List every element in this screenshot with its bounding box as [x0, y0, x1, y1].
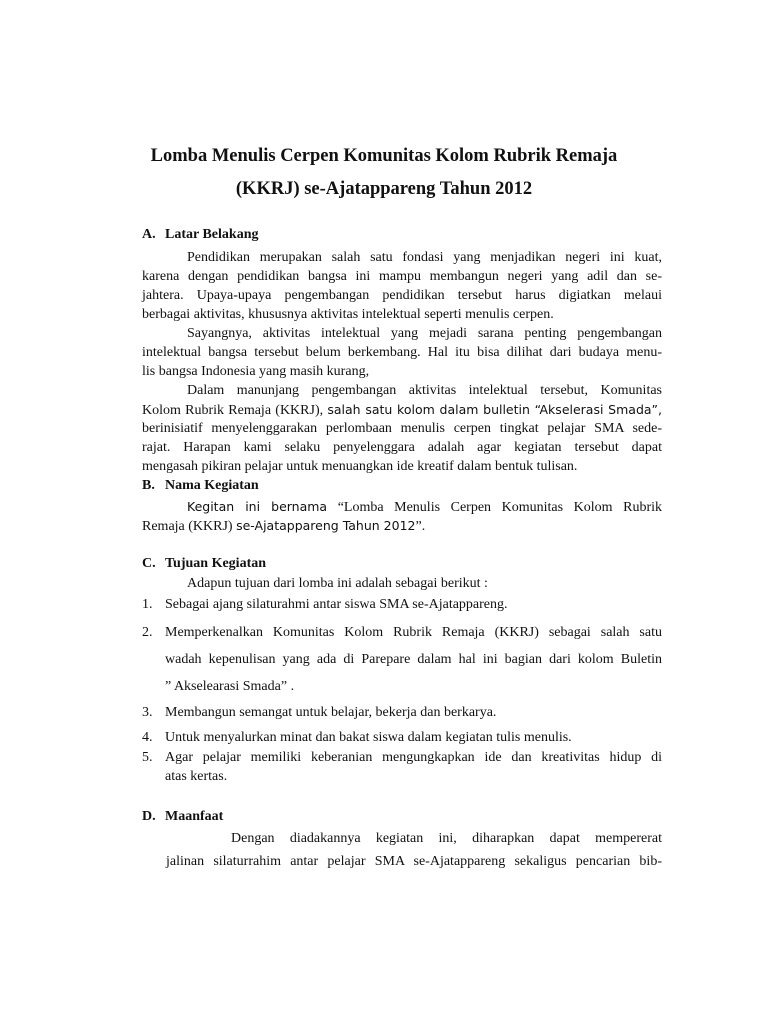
- list-text: Sebagai ajang silaturahmi antar siswa SMA se-Ajatappareng.: [165, 597, 508, 612]
- text-line: berbagai aktivitas, khususnya aktivitas intelektual seperti menulis cerpen.: [142, 307, 554, 322]
- section-a-letter: A.: [142, 227, 156, 242]
- text-line: jahtera. Upaya-upaya pengembangan pendidikan tersebut harus digiatkan melaui: [142, 288, 662, 303]
- list-text: atas kertas.: [165, 769, 228, 784]
- section-a-heading: [142, 226, 258, 243]
- section-d-body: [166, 829, 662, 871]
- section-b-heading: [142, 477, 259, 494]
- list-number: 2.: [142, 625, 153, 640]
- section-c-intro: [142, 574, 662, 593]
- list-text: ” Akselearasi Smada” .: [165, 679, 295, 694]
- list-item: [142, 703, 662, 722]
- section-c-heading: [142, 555, 266, 572]
- section-b-letter: B.: [142, 478, 155, 493]
- text-segment-typewriter: Kegitan ini bernama: [187, 499, 328, 514]
- list-number: 3.: [142, 705, 153, 720]
- list-text: Agar pelajar memiliki keberanian mengungkapkan ide dan kreativitas hidup di: [165, 750, 662, 765]
- text-segment-typewriter: salah satu kolom dalam bulletin “Akselerasi Smada”,: [327, 402, 662, 417]
- section-a-body: [142, 248, 662, 476]
- text-segment: Remaja (KKRJ): [142, 519, 237, 534]
- text-line: mengasah pikiran pelajar untuk menuangkan ide kreatif dalam bentuk tulisan.: [142, 459, 578, 474]
- text-line: rajat. Harapan kami selaku penyelenggara adalah agar kegiatan tersebut dapat: [142, 440, 662, 455]
- text-line: berinisiatif menyelenggarakan perlombaan menulis cerpen tingkat pelajar SMA sede-: [142, 421, 662, 436]
- list-text: Memperkenalkan Komunitas Kolom Rubrik Remaja (KKRJ) sebagai salah satu: [165, 625, 662, 640]
- text-line: lis bangsa Indonesia yang masih kurang,: [142, 364, 370, 379]
- document-title-line-1: Lomba Menulis Cerpen Komunitas Kolom Rubrik Remaja: [150, 146, 618, 166]
- list-item: [142, 748, 662, 786]
- text-line: Pendidikan merupakan salah satu fondasi yang menjadikan negeri ini kuat,: [187, 250, 662, 265]
- section-d-letter: D.: [142, 809, 156, 824]
- text-line-mixed: [142, 400, 662, 419]
- list-number: 5.: [142, 750, 153, 765]
- section-d-title: Maanfaat: [165, 809, 224, 824]
- section-b-title: Nama Kegiatan: [165, 478, 259, 493]
- text-segment: “Lomba Menulis Cerpen Komunitas Kolom Rubrik: [327, 500, 662, 515]
- text-segment: Kolom Rubrik Remaja (KKRJ),: [142, 403, 328, 418]
- section-c-letter: C.: [142, 556, 156, 571]
- text-line: Dengan diadakannya kegiatan ini, diharapkan dapat mempererat: [231, 831, 662, 846]
- text-line: jalinan silaturrahim antar pelajar SMA se-Ajatappareng sekaligus pencarian bib-: [166, 854, 662, 869]
- section-b-body: [142, 497, 662, 535]
- section-d-heading: [142, 808, 223, 825]
- text-line-mixed: [142, 497, 662, 516]
- document-title-line-2: (KKRJ) se-Ajatappareng Tahun 2012: [235, 179, 533, 199]
- section-a-title: Latar Belakang: [165, 227, 259, 242]
- text-line: Dalam manunjang pengembangan aktivitas intelektual tersebut, Komunitas: [187, 383, 662, 398]
- text-line: karena dengan pendidikan bangsa ini mampu membangun negeri yang adil dan se-: [142, 269, 662, 284]
- text-line: Adapun tujuan dari lomba ini adalah sebagai berikut :: [187, 576, 488, 591]
- list-text: Membangun semangat untuk belajar, bekerja dan berkarya.: [165, 705, 497, 720]
- section-c-title: Tujuan Kegiatan: [165, 556, 267, 571]
- text-segment: ”.: [415, 519, 426, 534]
- text-line: intelektual bangsa tersebut belum berkembang. Hal itu bisa dilihat dari budaya menu-: [142, 345, 662, 360]
- list-number: 1.: [142, 597, 153, 612]
- list-item: [142, 728, 662, 747]
- list-text: Untuk menyalurkan minat dan bakat siswa dalam kegiatan tulis menulis.: [165, 730, 572, 745]
- list-text: wadah kepenulisan yang ada di Parepare dalam hal ini bagian dari kolom Buletin: [165, 652, 662, 667]
- list-number: 4.: [142, 730, 153, 745]
- list-item: [142, 623, 662, 696]
- list-item: [142, 595, 662, 614]
- text-line: Sayangnya, aktivitas intelektual yang mejadi sarana penting pengembangan: [187, 326, 662, 341]
- text-segment-typewriter: se-Ajatappareng Tahun 2012: [236, 518, 416, 533]
- text-line-mixed: [142, 516, 662, 535]
